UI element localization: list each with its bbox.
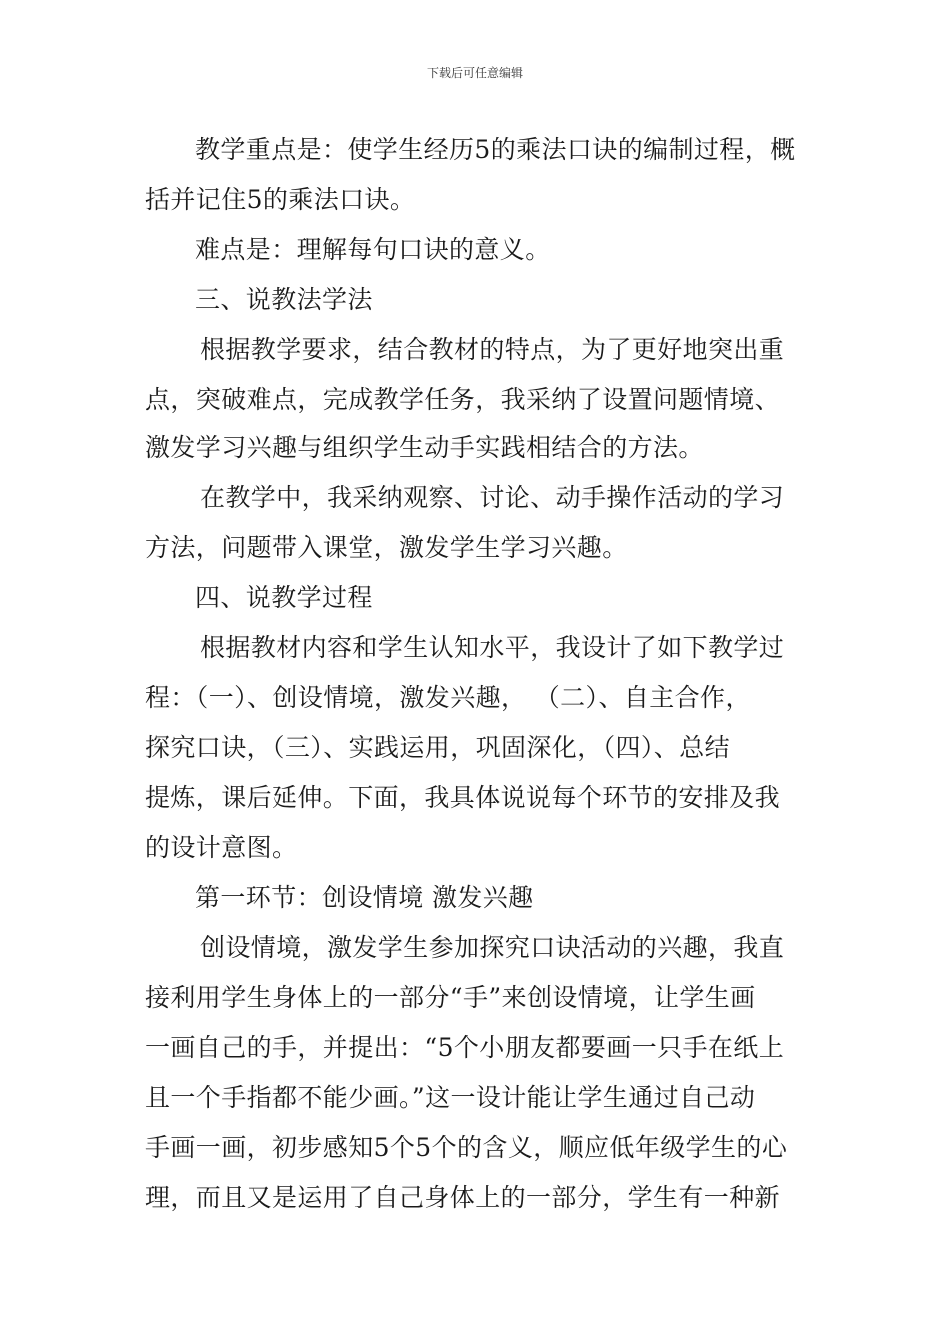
text-line: 根据教学要求，结合教材的特点，为了更好地突出重 <box>200 335 785 364</box>
text-line: 程：（一）、创设情境，激发兴趣， （二）、自主合作， <box>145 683 751 712</box>
text-line: 方法，问题带入课堂，激发学生学习兴趣。 <box>145 533 628 562</box>
text-line: 在教学中，我采纳观察、讨论、动手操作活动的学习 <box>200 483 785 512</box>
text-line: 且一个手指都不能少画。”这一设计能让学生通过自己动 <box>145 1083 756 1112</box>
text-line: 难点是：理解每句口诀的意义。 <box>195 235 551 264</box>
text-line: 的设计意图。 <box>145 833 298 862</box>
text-line: 探究口诀，（三）、实践运用，巩固深化，（四）、总结 <box>145 733 731 762</box>
text-line: 根据教材内容和学生认知水平，我设计了如下教学过 <box>200 633 785 662</box>
section-heading: 三、说教法学法 <box>195 285 373 314</box>
text-line: 激发学习兴趣与组织学生动手实践相结合的方法。 <box>145 433 704 462</box>
text-line: 提炼，课后延伸。下面，我具体说说每个环节的安排及我 <box>145 783 781 812</box>
text-line: 点，突破难点，完成教学任务，我采纳了设置问题情境、 <box>145 385 781 414</box>
text-line: 手画一画，初步感知5个5个的含义，顺应低年级学生的心 <box>145 1133 788 1162</box>
text-line: 括并记住5的乘法口诀。 <box>145 185 416 214</box>
text-line: 教学重点是：使学生经历5的乘法口诀的编制过程，概 <box>195 135 796 164</box>
text-line: 一画自己的手，并提出：“5个小朋友都要画一只手在纸上 <box>145 1033 785 1062</box>
text-line: 创设情境，激发学生参加探究口诀活动的兴趣，我直 <box>200 933 785 962</box>
section-heading: 四、说教学过程 <box>195 583 373 612</box>
subsection-heading: 第一环节：创设情境 激发兴趣 <box>195 883 534 912</box>
text-line: 接利用学生身体上的一部分“手”来创设情境，让学生画 <box>145 983 756 1012</box>
text-line: 理，而且又是运用了自己身体上的一部分，学生有一种新 <box>145 1183 781 1212</box>
page-header: 下载后可任意编辑 <box>426 66 523 80</box>
